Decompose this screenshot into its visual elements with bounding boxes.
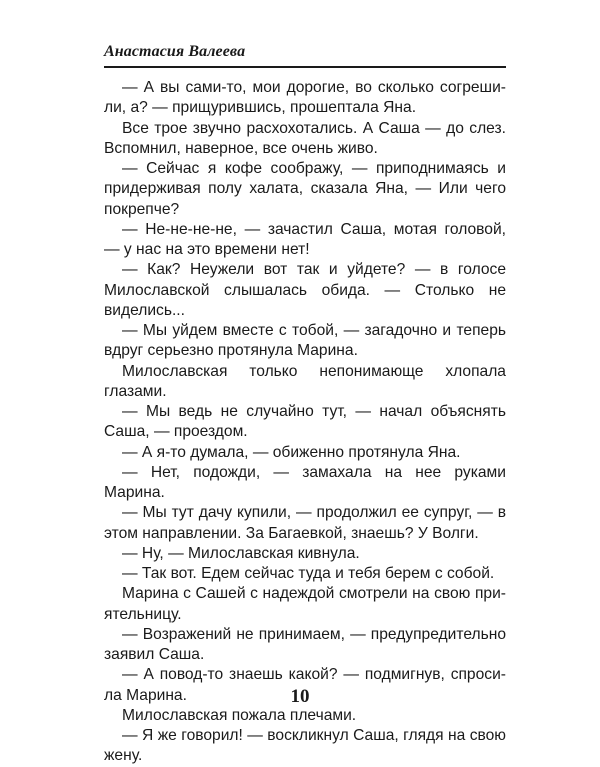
paragraph: — Не-не-не-не, — зачастил Саша, мотая головой, — у нас на это времени нет! <box>104 220 506 258</box>
body-text <box>104 78 506 767</box>
page-number: 10 <box>290 686 310 707</box>
paragraph: Марина с Сашей с надеждой смотрели на свою приятельницу. <box>104 585 506 623</box>
paragraph: — Мы уйдем вместе с тобой, — загадочно и теперь вдруг серьезно протянула Марина. <box>104 322 506 360</box>
paragraph: Милославская только непонимающе хлопала глазами. <box>104 362 506 400</box>
paragraph: — Мы тут дачу купили, — продолжил ее супруг, — в этом направлении. За Багаевкой, знаешь? У Волги. <box>104 504 506 542</box>
paragraph: — Возражений не принимаем, — предупредительно заявил Саша. <box>104 625 506 663</box>
running-header-author: Анастасия Валеева <box>104 43 246 60</box>
paragraph: — Так вот. Едем сейчас туда и тебя берем с собой. <box>122 565 495 582</box>
paragraph: — А повод-то знаешь какой? — подмигнув, спросила Марина. <box>104 666 506 704</box>
paragraph: Все трое звучно расхохотались. А Саша — до слез. Вспомнил, наверное, все очень живо. <box>104 119 506 157</box>
paragraph: — Я же говорил! — воскликнул Саша, глядя на свою жену. <box>104 727 506 765</box>
paragraph: — Как? Неужели вот так и уйдете? — в голосе Милославской слышалась обида. — Столько не виделись... <box>104 261 506 319</box>
paragraph: — Нет, подожди, — замахала на нее руками Марина. <box>104 463 506 501</box>
paragraph: Милославская пожала плечами. <box>122 706 357 724</box>
paragraph: — Сейчас я кофе соображу, — приподнимаясь и придерживая полу халата, сказала Яна, — Или чего покрепче? <box>104 160 506 218</box>
paragraph: — А вы сами-то, мои дорогие, во сколько согрешили, а? — прищурившись, прошептала Яна. <box>104 79 506 117</box>
paragraph: — А я-то думала, — обиженно протянула Яна. <box>122 443 461 461</box>
paragraph: — Ну, — Милославская кивнула. <box>122 544 360 562</box>
paragraph: — Мы ведь не случайно тут, — начал объяснять Саша, — проездом. <box>104 403 506 441</box>
running-header <box>104 42 506 68</box>
